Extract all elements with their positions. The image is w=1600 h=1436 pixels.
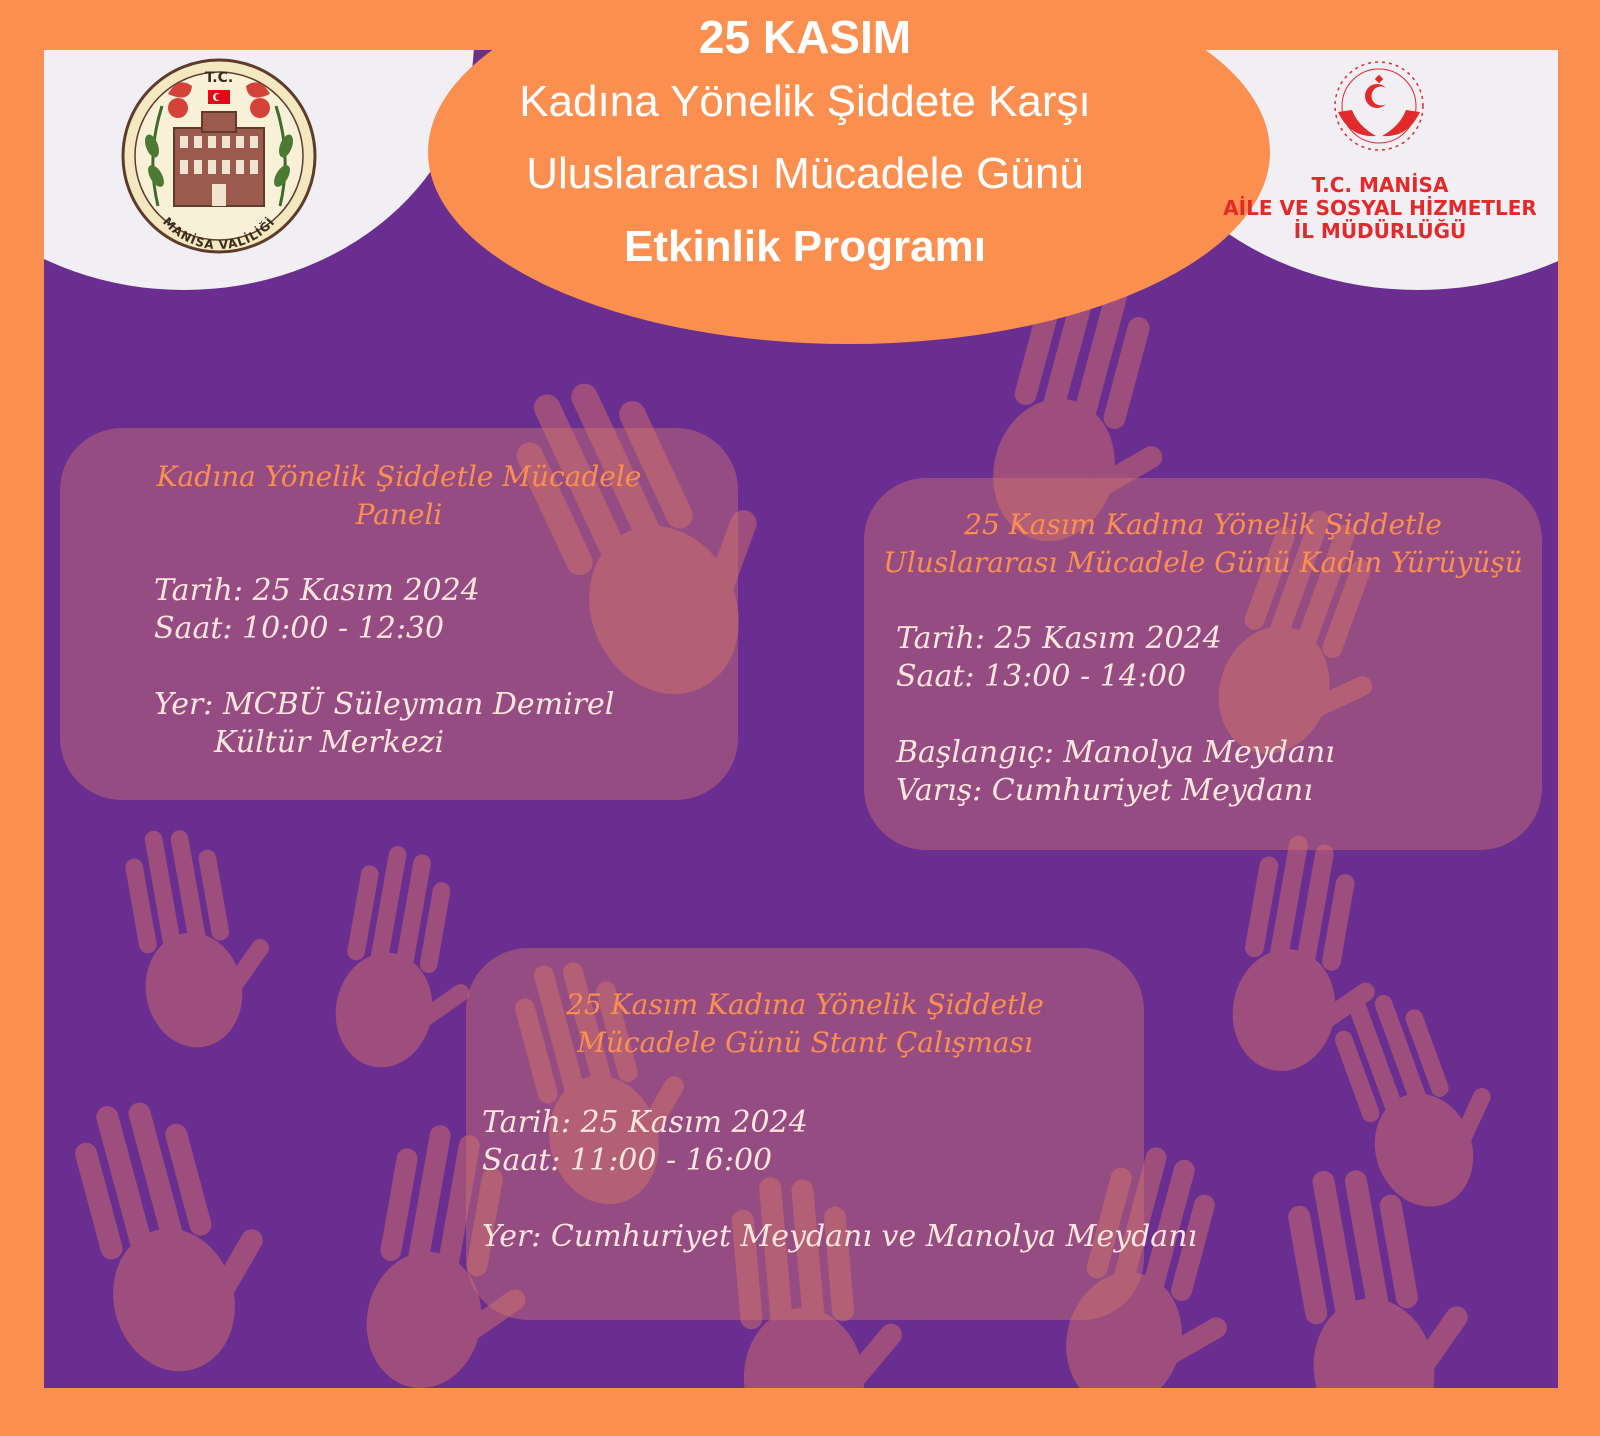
- event-finish: Varış: Cumhuriyet Meydanı: [896, 773, 1313, 808]
- event-details: [482, 1104, 1197, 1256]
- event-time: Saat: 13:00 - 14:00: [896, 659, 1187, 694]
- ministry-name-line3: İL MÜDÜRLÜĞÜ: [1293, 219, 1467, 243]
- event-title-line2: Uluslararası Mücadele Günü Kadın Yürüyüşü: [883, 546, 1523, 579]
- event-title: [60, 458, 738, 534]
- event-card-walk: [864, 478, 1542, 850]
- event-title-line1: 25 Kasım Kadına Yönelik Şiddetle: [566, 988, 1044, 1021]
- ministry-name: [1200, 174, 1560, 243]
- svg-text:MANİSA VALİLİĞİ: MANİSA VALİLİĞİ: [160, 214, 278, 253]
- event-title-line2: Paneli: [355, 498, 443, 531]
- event-place: Yer: Cumhuriyet Meydanı ve Manolya Meydanı: [482, 1219, 1198, 1254]
- event-title: [466, 986, 1144, 1062]
- event-title: [864, 506, 1542, 582]
- event-details: [896, 620, 1335, 810]
- event-time: Saat: 11:00 - 16:00: [482, 1143, 773, 1178]
- event-title-line1: Kadına Yönelik Şiddetle Mücadele: [156, 460, 642, 493]
- header-subtitle-line1: Kadına Yönelik Şiddete Karşı: [519, 77, 1091, 126]
- event-card-stand: [466, 948, 1198, 1320]
- event-details: [154, 572, 614, 762]
- event-time: Saat: 10:00 - 12:30: [154, 611, 445, 646]
- header-date: 25 KASIM: [698, 11, 912, 63]
- event-card-panel: [60, 428, 738, 800]
- event-title-line1: 25 Kasım Kadına Yönelik Şiddetle: [964, 508, 1442, 541]
- event-date: Tarih: 25 Kasım 2024: [896, 621, 1222, 656]
- event-date: Tarih: 25 Kasım 2024: [482, 1105, 808, 1140]
- header-title: [384, 8, 1226, 284]
- event-title-line2: Mücadele Günü Stant Çalışması: [577, 1026, 1033, 1059]
- event-place-line1: Yer: MCBÜ Süleyman Demirel: [154, 687, 615, 722]
- header-program-title: Etkinlik Programı: [624, 222, 986, 271]
- event-place-line2: Kültür Merkezi: [214, 725, 445, 760]
- event-start: Başlangıç: Manolya Meydanı: [896, 735, 1335, 770]
- ministry-emblem-icon: [1310, 56, 1448, 156]
- manisa-valiligi-seal-icon: [116, 56, 322, 278]
- ministry-name-line1: T.C. MANİSA: [1311, 173, 1449, 197]
- svg-text:T.C.: T.C.: [204, 70, 234, 86]
- event-date: Tarih: 25 Kasım 2024: [154, 573, 480, 608]
- ministry-name-line2: AİLE VE SOSYAL HİZMETLER: [1223, 196, 1537, 220]
- header-subtitle-line2: Uluslararası Mücadele Günü: [526, 149, 1084, 198]
